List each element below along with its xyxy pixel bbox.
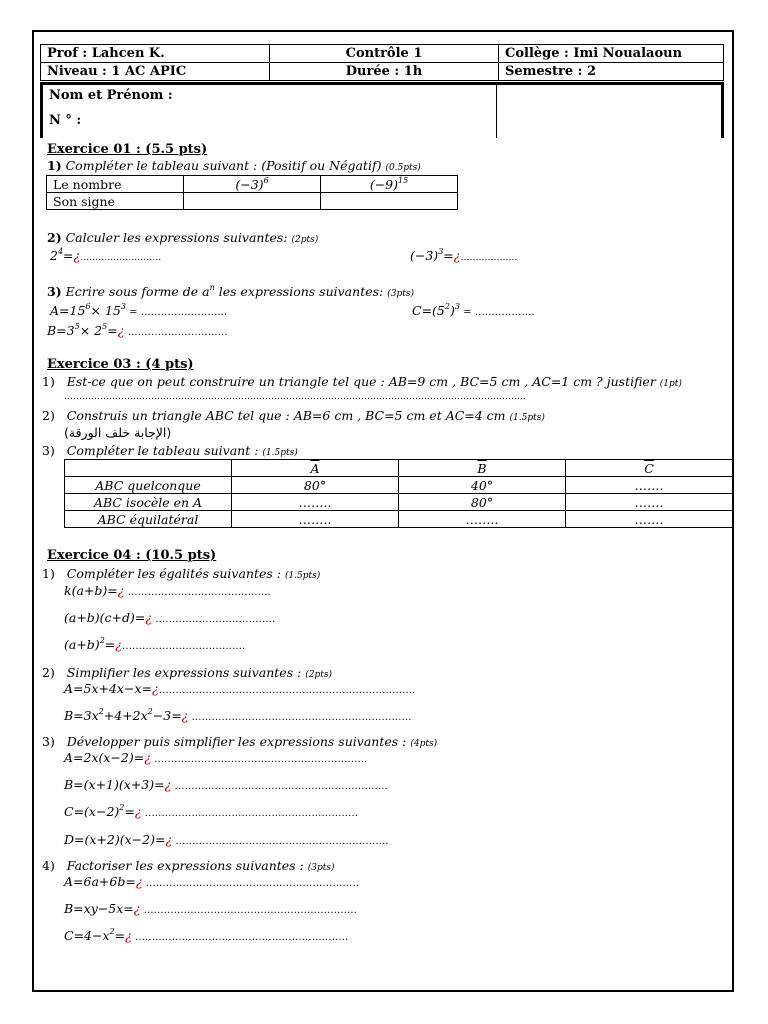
- power-exp: 15: [398, 175, 409, 185]
- angle-answer[interactable]: …….: [566, 477, 733, 494]
- ex1-q3-pre: Ecrire sous forme de: [65, 284, 199, 299]
- ex4-f3: [64, 928, 348, 943]
- ex4-q4-text: Factoriser les expressions suivantes :: [66, 858, 304, 873]
- q-mark: ¿: [134, 804, 142, 819]
- box-divider: [496, 85, 497, 138]
- ex1-q1-num: 1): [47, 158, 62, 173]
- answer-dots[interactable]: ……………….: [460, 253, 518, 263]
- ex1-q3-pts: (3pts): [387, 289, 414, 299]
- power-base: (−3): [235, 176, 264, 192]
- expr-part: ): [449, 303, 455, 318]
- q-mark: ¿: [117, 583, 125, 598]
- q-mark: ¿: [145, 610, 153, 625]
- ex1-expr-C: [412, 303, 535, 318]
- ex4-q2-pts: (2pts): [305, 670, 333, 680]
- angle-b-label: $\overline{B}$: [477, 460, 487, 476]
- expr-base: (−3): [410, 248, 439, 263]
- ex4-q4: [42, 858, 335, 873]
- ex4-q4-num: 4): [42, 858, 55, 873]
- ex4-title: Exercice 04 : (10.5 pts): [47, 548, 217, 563]
- expr-part: A=5x+4x−x=: [64, 681, 152, 696]
- answer-dots[interactable]: ……………………………………………………….: [141, 808, 358, 819]
- answer-dots[interactable]: …………………………………………………………: [188, 712, 412, 723]
- ex1-q1-text: Compléter le tableau suivant : (Positif ou Négatif): [65, 158, 382, 173]
- semestre-cell: Semestre : 2: [499, 63, 724, 81]
- q-mark: ¿: [181, 708, 189, 723]
- expr-exp: 6: [85, 302, 91, 311]
- ex1-q1-pts: (0.5pts): [385, 163, 421, 173]
- expr-part: B=3: [47, 323, 75, 338]
- expr-part: D=(x+2)(x−2)=: [64, 832, 166, 847]
- expr-eq: =: [107, 323, 118, 338]
- power-exp: 6: [263, 175, 269, 185]
- answer-dots[interactable]: ……………………………………………………….: [142, 878, 359, 889]
- angles-row-label: ABC quelconque: [65, 477, 232, 494]
- ex4-d4: [64, 832, 389, 847]
- prof-cell: Prof : Lahcen K.: [41, 45, 270, 63]
- q-mark: ¿: [135, 874, 143, 889]
- ex4-d3: [64, 804, 358, 819]
- ex4-q2: [42, 665, 332, 680]
- ex4-e1: [64, 583, 271, 598]
- ex3-q2-text: Construis un triangle ABC tel que :: [66, 408, 290, 423]
- ex3-q1-math: AB=9 cm , BC=5 cm , AC=1 cm ? justifier: [388, 374, 656, 389]
- ex3-q1-num: 1): [42, 374, 55, 389]
- expr-exp: 3: [454, 302, 460, 311]
- power-base: (−9): [369, 176, 398, 192]
- angle-answer[interactable]: ……..: [232, 511, 399, 528]
- ex4-q1-pts: (1.5pts): [284, 571, 321, 581]
- q-mark: ¿: [165, 832, 173, 847]
- header-table: [40, 44, 724, 81]
- ex3-q2-pts: (1.5pts): [509, 413, 545, 423]
- ex3-q1-text: Est-ce que on peut construire un triangle tel que :: [66, 374, 385, 389]
- ex4-q4-pts: (3pts): [307, 863, 335, 873]
- expr-part: k(a+b)=: [64, 583, 118, 598]
- expr-eq: =: [114, 928, 126, 943]
- ex4-q3-text: Développer puis simplifier les expressions suivantes :: [66, 734, 407, 749]
- expr-part: × 15: [90, 303, 121, 318]
- sign-table-cell: [184, 176, 321, 193]
- ex4-q1: [42, 566, 320, 581]
- niveau-cell: Niveau : 1 AC APIC: [41, 63, 270, 81]
- q-mark: ¿: [453, 248, 461, 263]
- answer-dots[interactable]: ……………………………………………………….: [150, 754, 368, 765]
- expr-part: A=6a+6b=: [64, 874, 136, 889]
- answer-dots[interactable]: ………………………………: [152, 614, 276, 625]
- ex3-q2-arabic-note: (الإجابة خلف الورقة): [64, 425, 172, 440]
- expr-exp: 3: [120, 302, 126, 311]
- q-mark: ¿: [151, 681, 159, 696]
- angles-header-empty: [65, 460, 232, 477]
- ex3-q2: [42, 408, 545, 423]
- expr-part: C=(x−2): [64, 804, 120, 819]
- answer-dots[interactable]: …………………………………………………………………..: [158, 685, 416, 696]
- numero-label: N ° :: [49, 113, 82, 128]
- ex4-s2: [64, 708, 412, 723]
- answer-dots[interactable]: = ……………………..: [125, 307, 228, 318]
- sign-answer-cell[interactable]: [184, 193, 321, 210]
- expr-eq: =: [63, 248, 74, 263]
- ex4-f1: [64, 874, 359, 889]
- q-mark: ¿: [144, 750, 151, 765]
- expr-part: (a+b): [64, 637, 100, 652]
- ex3-q3-pts: (1.5pts): [262, 448, 298, 458]
- ex3-q2-num: 2): [42, 408, 55, 423]
- expr-eq: =: [104, 637, 116, 652]
- expr-part: B=3x: [64, 708, 99, 723]
- angle-header: [232, 460, 399, 477]
- sign-table-row-label: Son signe: [47, 193, 184, 210]
- ex4-q2-num: 2): [42, 665, 55, 680]
- answer-dots[interactable]: ……………………………………………………….: [131, 932, 349, 943]
- college-cell: Collège : Imi Noualaoun: [499, 45, 724, 63]
- expr-exp: 4: [57, 247, 64, 256]
- controle-cell: Contrôle 1: [270, 45, 499, 63]
- sign-answer-cell[interactable]: [321, 193, 458, 210]
- angle-answer[interactable]: …….: [566, 494, 733, 511]
- ex4-s1: [64, 681, 415, 696]
- q-mark: ¿: [73, 248, 81, 263]
- q-mark: ¿: [117, 323, 125, 338]
- q-mark: ¿: [164, 777, 172, 792]
- answer-dots[interactable]: ……………………………………………………….: [171, 781, 388, 792]
- angles-row-label: ABC isocèle en A: [65, 494, 232, 511]
- answer-dots[interactable]: ……………………………………………………….: [172, 836, 389, 847]
- expr-part: A=2x(x−2)=: [64, 750, 145, 765]
- expr-part: B=(x+1)(x+3)=: [64, 777, 165, 792]
- expr-exp: 2: [147, 707, 153, 716]
- expr-exp: 5: [74, 322, 80, 331]
- angle-header: [399, 460, 566, 477]
- ex4-q1-num: 1): [42, 566, 55, 581]
- expr-eq: =: [124, 804, 135, 819]
- angle-value: 80°: [399, 494, 566, 511]
- q-mark: ¿: [133, 901, 141, 916]
- answer-dots[interactable]: …………………………………….: [124, 587, 271, 598]
- answer-dots[interactable]: = ………………: [459, 307, 535, 318]
- answer-dots[interactable]: ……………………………….: [121, 641, 246, 652]
- q-mark: ¿: [115, 637, 122, 652]
- expr-part: C=(5: [412, 303, 445, 318]
- ex3-q2-math: AB=6 cm , BC=5 cm et AC=4 cm: [293, 408, 506, 423]
- angle-answer[interactable]: ……..: [399, 511, 566, 528]
- nom-label: Nom et Prénom :: [49, 88, 173, 103]
- ex3-q1-answer-dots[interactable]: ……………………………………………………………………………………………………………………………………….: [64, 392, 526, 402]
- angle-answer[interactable]: ……..: [232, 494, 399, 511]
- answer-dots[interactable]: …………………………: [124, 327, 228, 338]
- expr-exp: 3: [438, 247, 444, 256]
- angle-a-label: $\overline{A}$: [310, 460, 320, 476]
- student-info-box: [40, 82, 724, 138]
- angle-c-label: $\overline{C}$: [644, 460, 654, 476]
- ex3-q3-num: 3): [42, 443, 55, 458]
- angle-header: [566, 460, 733, 477]
- expr-part: (a+b)(c+d)=: [64, 610, 146, 625]
- ex4-d2: [64, 777, 388, 792]
- ex1-q2-b: [410, 248, 517, 263]
- ex4-q3-num: 3): [42, 734, 55, 749]
- ex4-e3: [64, 637, 245, 652]
- angles-table: [64, 459, 733, 528]
- ex1-q2-num: 2): [47, 230, 62, 245]
- expr-exp: 2: [444, 302, 450, 311]
- expr-part: +4+2x: [103, 708, 148, 723]
- ex1-q2: [47, 230, 318, 245]
- ex3-q1: [42, 374, 682, 389]
- ex1-q3-a: a: [202, 284, 210, 299]
- answer-dots[interactable]: ……………………………………………………….: [140, 905, 357, 916]
- ex3-title: Exercice 03 : (4 pts): [47, 357, 194, 372]
- ex3-q3: [42, 443, 298, 458]
- ex4-q1-text: Compléter les égalités suivantes :: [66, 566, 281, 581]
- expr-part: −3=: [152, 708, 182, 723]
- ex3-q1-pts: (1pt): [659, 379, 682, 389]
- expr-base: 2: [50, 248, 58, 263]
- ex4-q2-text: Simplifier les expressions suivantes :: [66, 665, 302, 680]
- ex1-q3: [47, 284, 414, 299]
- q-mark: ¿: [125, 928, 132, 943]
- angle-value: 40°: [399, 477, 566, 494]
- ex1-q2-pts: (2pts): [291, 235, 319, 245]
- angle-answer[interactable]: …….: [566, 511, 733, 528]
- expr-exp: 5: [102, 322, 108, 331]
- ex1-expr-A: [50, 303, 227, 318]
- sign-table-cell: [321, 176, 458, 193]
- expr-part: C=4−x: [64, 928, 110, 943]
- expr-exp: 2: [119, 803, 125, 812]
- ex1-q2-a: [50, 248, 161, 263]
- ex4-q3-pts: (4pts): [410, 739, 438, 749]
- expr-eq: =: [443, 248, 454, 263]
- expr-part: × 2: [79, 323, 103, 338]
- expr-part: A=15: [50, 303, 86, 318]
- duree-cell: Durée : 1h: [270, 63, 499, 81]
- ex1-q1: [47, 158, 421, 173]
- ex1-q3-post: les expressions suivantes:: [218, 284, 384, 299]
- angle-value: 80°: [232, 477, 399, 494]
- ex4-d1: [64, 750, 367, 765]
- ex1-q2-text: Calculer les expressions suivantes:: [65, 230, 288, 245]
- ex4-e2: [64, 610, 275, 625]
- ex1-title: Exercice 01 : (5.5 pts): [47, 142, 208, 157]
- expr-exp: 2: [99, 636, 105, 645]
- angles-row-label: ABC équilatéral: [65, 511, 232, 528]
- ex4-f2: [64, 901, 357, 916]
- ex3-q3-text: Compléter le tableau suivant :: [66, 443, 259, 458]
- sign-table-header-label: Le nombre: [47, 176, 184, 193]
- expr-exp: 2: [109, 927, 115, 936]
- ex1-q3-n: n: [209, 283, 215, 292]
- expr-exp: 2: [98, 707, 104, 716]
- answer-dots[interactable]: ………………………: [80, 253, 162, 263]
- ex1-q3-num: 3): [47, 284, 62, 299]
- ex1-expr-B: [47, 323, 228, 338]
- sign-table: [46, 175, 458, 210]
- expr-part: B=xy−5x=: [64, 901, 134, 916]
- ex4-q3: [42, 734, 437, 749]
